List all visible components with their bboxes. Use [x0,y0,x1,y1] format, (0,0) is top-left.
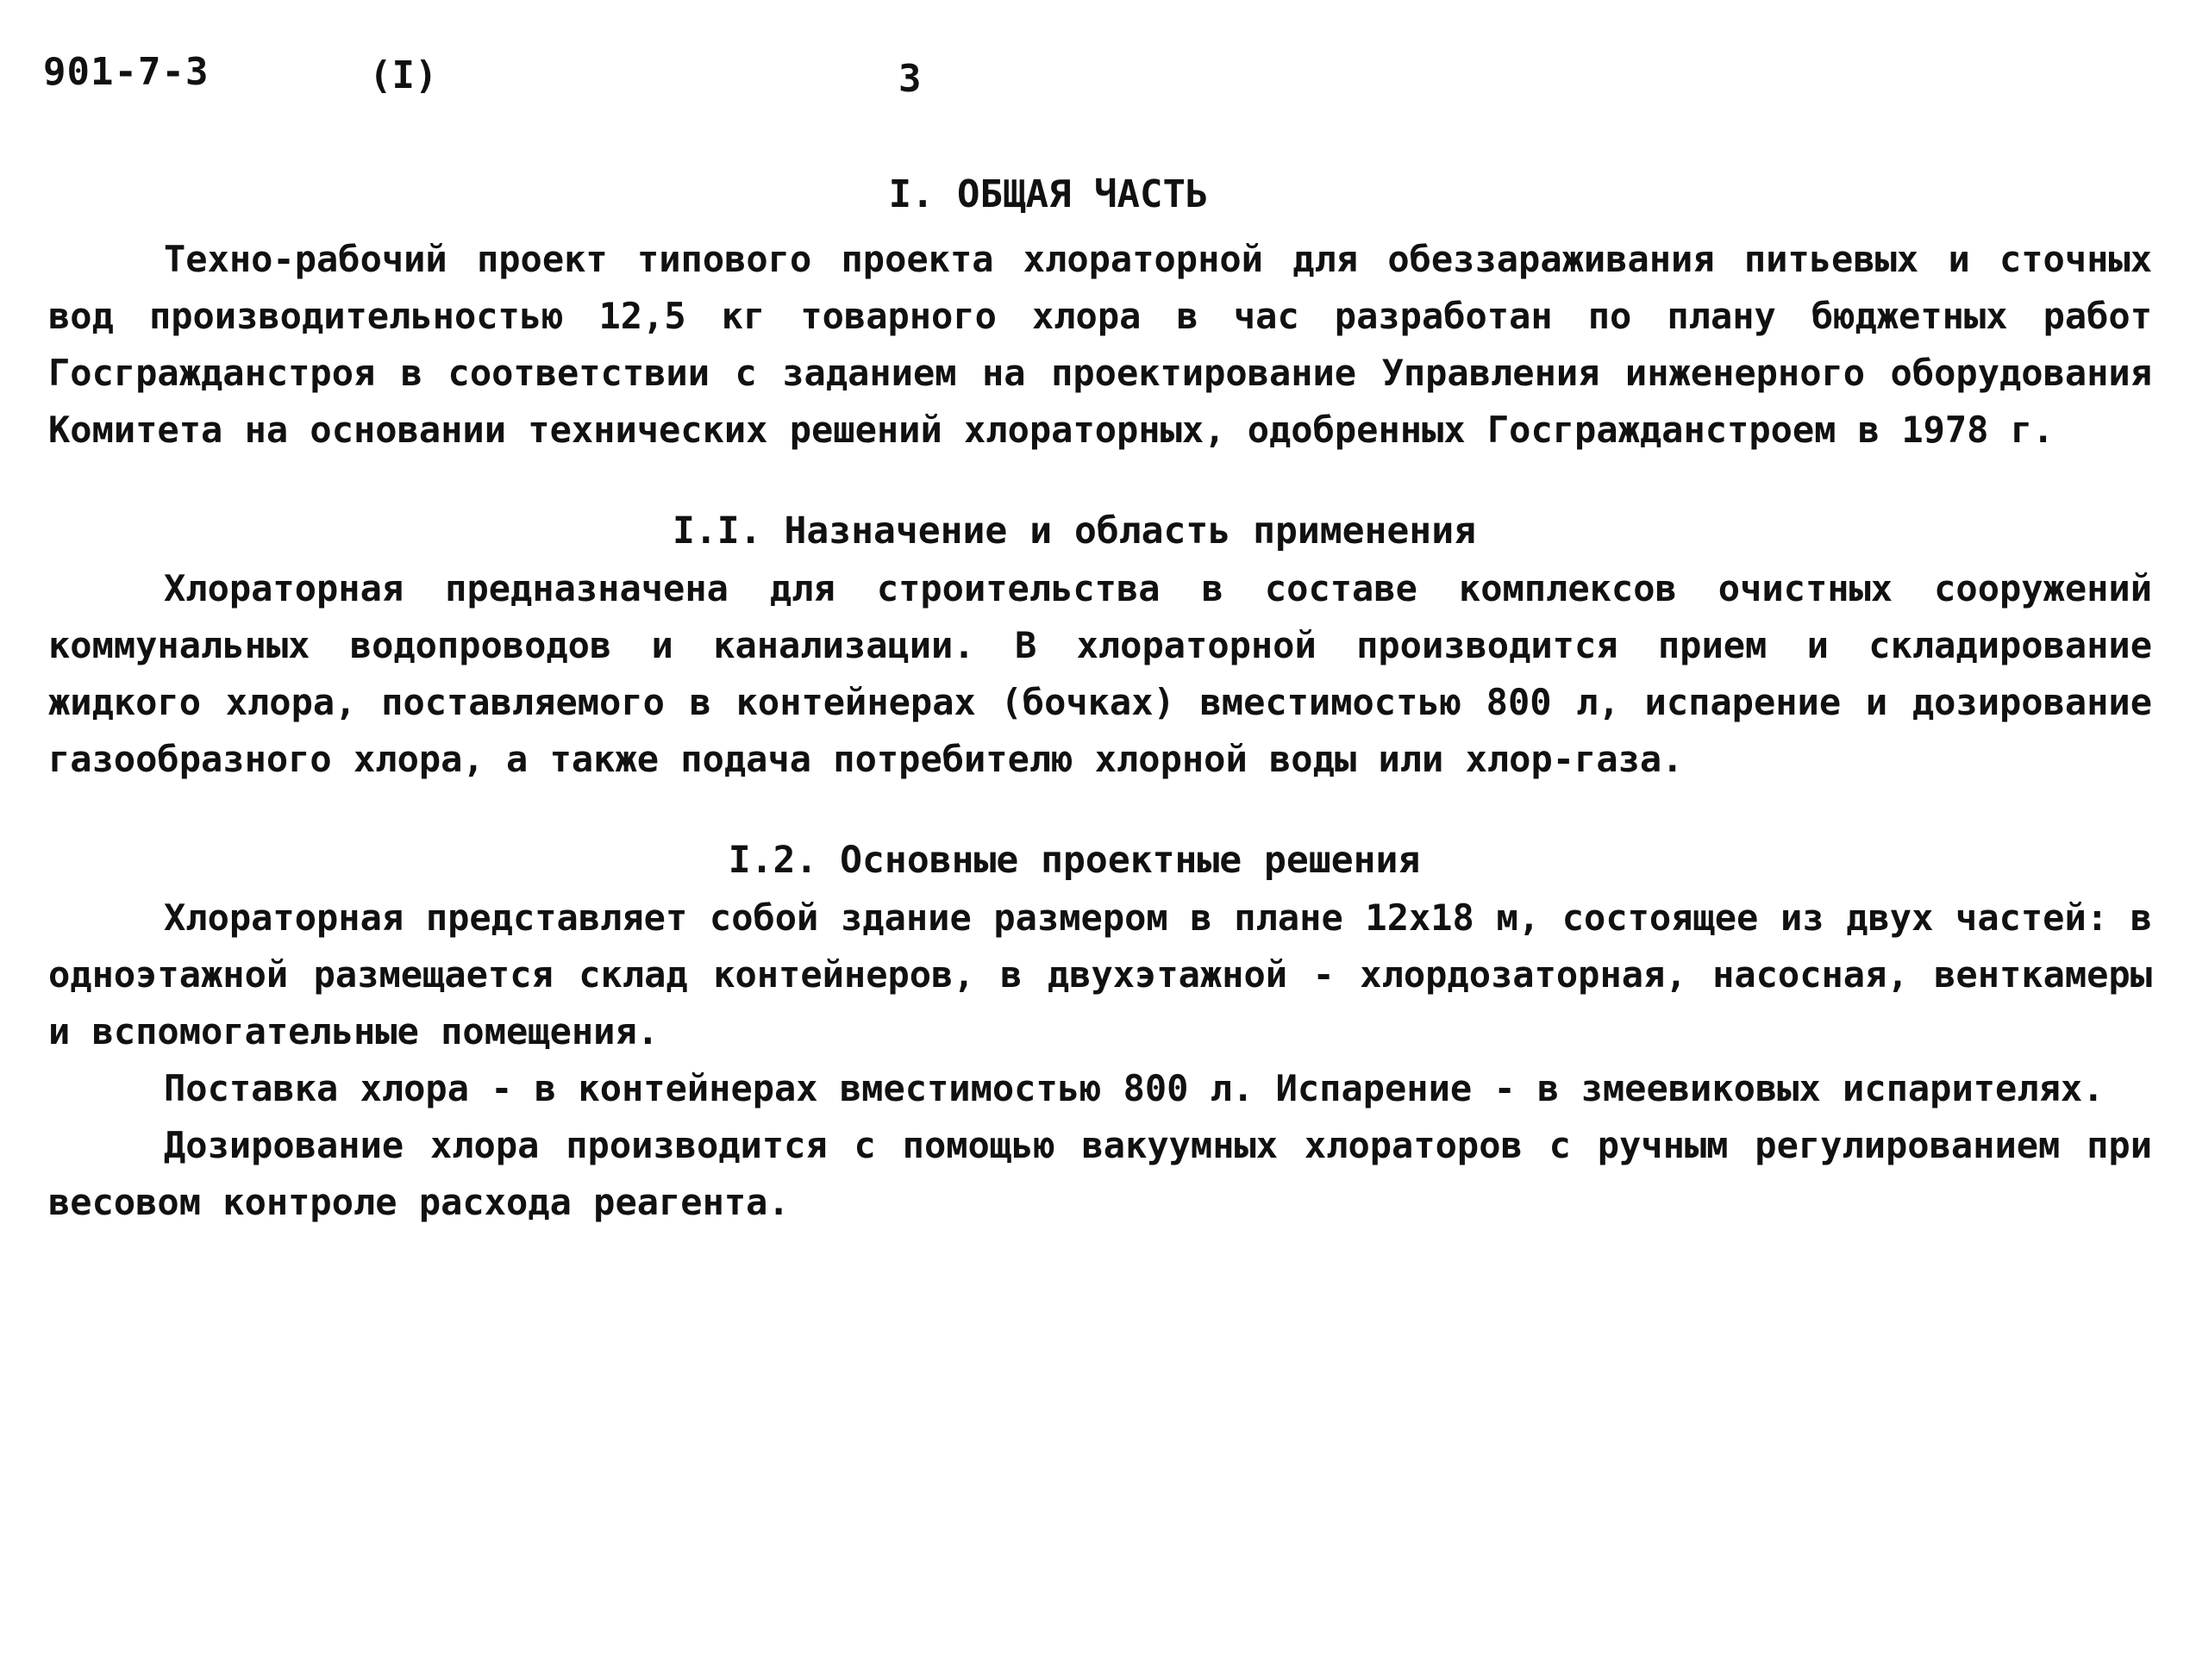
page-header [0,50,2190,119]
document-body [48,169,2152,1231]
document-part: (I) [369,53,438,97]
section-general [48,169,2152,459]
paragraph-general-intro: Техно-рабочий проект типового проекта хлораторной для обеззараживания питьевых и сточных вод производительностью 12,5 кг товарного хлора в час разработан по плану бюджетных работ Госгражданстроя в соответствии с заданием на проектирование Управления инженерного оборудования Комитета на основании технических решений хлораторных, одобренных Госгражданстроем в 1978 г. [48,238,2152,451]
section-design-solutions [48,834,2152,1231]
paragraph-dosing: Дозирование хлора производится с помощью вакуумных хлораторов с ручным регулированием при весовом контроле расхода реагента. [48,1124,2152,1223]
section-title-purpose: I.I. Назначение и область применения [673,509,1476,553]
paragraph-building: Хлораторная представляет собой здание размером в плане 12х18 м, состоящее из двух частей: в одноэтажной размещается склад контейнеров, в двухэтажной - хлордозаторная, насосная, венткамеры и вспомогательные помещения. [48,896,2152,1052]
paragraph-purpose: Хлораторная предназначена для строительства в составе комплексов очистных сооружений коммунальных водопроводов и канализации. В хлораторной производится прием и складирование жидкого хлора, поставляемого в контейнерах (бочках) вместимостью 800 л, испарение и дозирование газообразного хлора, а также подача потребителю хлорной воды или хлор-газа. [48,567,2152,780]
document-code: 901-7-3 [43,50,210,94]
section-title-general: I. ОБЩАЯ ЧАСТЬ [888,172,1209,216]
paragraph-chlorine-supply: Поставка хлора - в контейнерах вместимостью 800 л. Испарение - в змеевиковых испарителях. [164,1067,2105,1109]
section-purpose [48,505,2152,788]
section-title-design-solutions: I.2. Основные проектные решения [728,839,1421,882]
page-number: 3 [898,57,922,101]
